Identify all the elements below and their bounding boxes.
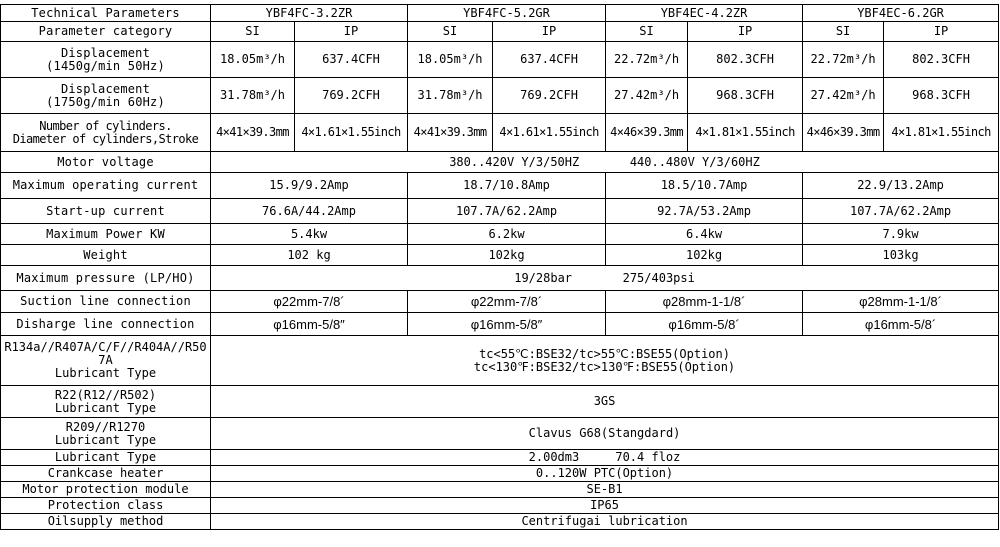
value-cell: 7.9kw [803, 224, 999, 245]
value-cell: φ16mm-5/8´ [606, 313, 803, 336]
max-current-label: Maximum operating current [1, 173, 211, 199]
motor-voltage-60hz: 440..480V Y/3/60HZ [629, 154, 760, 169]
lubricant-r22-label [1, 386, 211, 418]
protection-class-label: Protection class [1, 498, 211, 514]
value-cell: 5.4kw [211, 224, 408, 245]
protection-class-row [1, 498, 999, 514]
value-cell: 769.2CFH [493, 78, 606, 114]
motor-protection-label: Motor protection module [1, 482, 211, 498]
lubricant-r134a-value [211, 336, 999, 386]
label-line: Number of cylinders. [39, 118, 172, 133]
value-cell: 18.7/10.8Amp [408, 173, 606, 199]
unit-ip: IP [688, 22, 803, 42]
label-line: (1450g/min 50Hz) [46, 58, 165, 73]
startup-current-label: Start-up current [1, 199, 211, 224]
cylinders-row [1, 114, 999, 152]
discharge-line-label: Disharge line connection [1, 313, 211, 336]
value-cell: 27.42m³/h [803, 78, 884, 114]
motor-voltage-value [211, 152, 999, 173]
value-cell: 802.3CFH [688, 42, 803, 78]
lubricant-r290-row [1, 418, 999, 450]
weight-row [1, 245, 999, 266]
table-title: Technical Parameters [1, 5, 211, 22]
value-cell: 4×41×39.3mm [408, 114, 493, 152]
value-cell: 968.3CFH [688, 78, 803, 114]
value-cell: 22.9/13.2Amp [803, 173, 999, 199]
value-cell: 637.4CFH [493, 42, 606, 78]
value-cell: 102 kg [211, 245, 408, 266]
cylinders-label [1, 114, 211, 152]
value-cell: φ22mm-7/8´ [211, 291, 408, 313]
lubricant-r22-row [1, 386, 999, 418]
lubricant-amount-value [211, 450, 999, 466]
value-cell: φ28mm-1-1/8´ [606, 291, 803, 313]
label-line: 7A [98, 353, 113, 367]
value-cell: 6.2kw [408, 224, 606, 245]
model-header: YBF4FC-5.2GR [408, 5, 606, 22]
label-line: Displacement [60, 81, 151, 96]
unit-si: SI [803, 22, 884, 42]
lubricant-r22-value: 3GS [211, 386, 999, 418]
value-cell: φ22mm-7/8´ [408, 291, 606, 313]
value-line: tc<55℃:BSE32/tc>55℃:BSE55(Option) [479, 346, 730, 361]
unit-si: SI [606, 22, 688, 42]
unit-si: SI [211, 22, 295, 42]
value-cell: 31.78m³/h [211, 78, 295, 114]
oil-supply-label: Oilsupply method [1, 514, 211, 530]
motor-voltage-row [1, 152, 999, 173]
unit-si: SI [408, 22, 493, 42]
technical-parameters-table [0, 4, 999, 530]
displacement-50hz-label [1, 42, 211, 78]
motor-voltage-50hz: 380..420V Y/3/50HZ [449, 154, 580, 169]
model-header: YBF4FC-3.2ZR [211, 5, 408, 22]
value-cell: 769.2CFH [295, 78, 408, 114]
value-cell: 802.3CFH [884, 42, 999, 78]
amount-imperial: 70.4 floz [615, 450, 681, 464]
displacement-50hz-row [1, 42, 999, 78]
value-cell: 31.78m³/h [408, 78, 493, 114]
value-cell: 76.6A/44.2Amp [211, 199, 408, 224]
value-cell: 4×1.61×1.55inch [295, 114, 408, 152]
value-cell: 107.7A/62.2Amp [408, 199, 606, 224]
value-cell: 4×1.61×1.55inch [493, 114, 606, 152]
label-line: R134a//R407A/C/F//R404A//R50 [4, 340, 207, 354]
label-line: Diameter of cylinders,Stroke [12, 131, 199, 146]
model-header: YBF4EC-6.2GR [803, 5, 999, 22]
label-line: R22(R12//R502) [54, 387, 157, 402]
displacement-60hz-label [1, 78, 211, 114]
value-cell: 103kg [803, 245, 999, 266]
crankcase-heater-row [1, 466, 999, 482]
displacement-60hz-row [1, 78, 999, 114]
motor-protection-value: SE-B1 [211, 482, 999, 498]
value-cell: 4×46×39.3mm [803, 114, 884, 152]
value-cell: 92.7A/53.2Amp [606, 199, 803, 224]
label-line: Lubricant Type [54, 366, 157, 380]
label-line: (1750g/min 60Hz) [46, 94, 165, 109]
value-cell: 107.7A/62.2Amp [803, 199, 999, 224]
max-pressure-row [1, 266, 999, 291]
unit-ip: IP [295, 22, 408, 42]
value-cell: 27.42m³/h [606, 78, 688, 114]
max-pressure-label: Maximum pressure (LP/HO) [1, 266, 211, 291]
value-cell: 968.3CFH [884, 78, 999, 114]
suction-line-row [1, 291, 999, 313]
max-power-row [1, 224, 999, 245]
value-cell: 102kg [606, 245, 803, 266]
max-pressure-value [211, 266, 999, 291]
value-cell: 4×1.81×1.55inch [688, 114, 803, 152]
amount-metric: 2.00dm3 [528, 450, 580, 464]
label-line: Lubricant Type [54, 400, 157, 415]
crankcase-heater-value: 0..120W PTC(Option) [211, 466, 999, 482]
pressure-psi: 275/403psi [622, 270, 695, 285]
value-cell: 102kg [408, 245, 606, 266]
lubricant-r134a-row [1, 336, 999, 386]
unit-ip: IP [493, 22, 606, 42]
lubricant-r290-value: Clavus G68(Stangdard) [211, 418, 999, 450]
value-cell: 4×41×39.3mm [211, 114, 295, 152]
value-cell: 4×46×39.3mm [606, 114, 688, 152]
units-row [1, 22, 999, 42]
weight-label: Weight [1, 245, 211, 266]
crankcase-heater-label: Crankcase heater [1, 466, 211, 482]
value-cell: 637.4CFH [295, 42, 408, 78]
value-cell: φ16mm-5/8″ [408, 313, 606, 336]
startup-current-row [1, 199, 999, 224]
lubricant-r134a-label [1, 336, 211, 386]
parameter-category-label: Parameter category [1, 22, 211, 42]
value-line: tc<130℉:BSE32/tc>130℉:BSE55(Option) [473, 359, 736, 374]
oil-supply-value: Centrifugai lubrication [211, 514, 999, 530]
max-current-row [1, 173, 999, 199]
lubricant-amount-row [1, 450, 999, 466]
value-cell: 22.72m³/h [606, 42, 688, 78]
lubricant-r290-label [1, 418, 211, 450]
value-cell: 4×1.81×1.55inch [884, 114, 999, 152]
lubricant-amount-label: Lubricant Type [1, 450, 211, 466]
label-line: R209//R1270 [65, 419, 146, 434]
value-cell: 18.05m³/h [211, 42, 295, 78]
motor-protection-row [1, 482, 999, 498]
model-header: YBF4EC-4.2ZR [606, 5, 803, 22]
header-row [1, 5, 999, 22]
label-line: Displacement [60, 45, 151, 60]
value-cell: 18.05m³/h [408, 42, 493, 78]
value-cell: φ28mm-1-1/8´ [803, 291, 999, 313]
pressure-bar: 19/28bar [514, 270, 573, 285]
value-cell: φ16mm-5/8″ [211, 313, 408, 336]
value-cell: 15.9/9.2Amp [211, 173, 408, 199]
value-cell: 6.4kw [606, 224, 803, 245]
value-cell: 18.5/10.7Amp [606, 173, 803, 199]
unit-ip: IP [884, 22, 999, 42]
value-cell: φ16mm-5/8´ [803, 313, 999, 336]
label-line: Lubricant Type [54, 432, 157, 447]
protection-class-value: IP65 [211, 498, 999, 514]
discharge-line-row [1, 313, 999, 336]
suction-line-label: Suction line connection [1, 291, 211, 313]
oil-supply-row [1, 514, 999, 530]
max-power-label: Maximum Power KW [1, 224, 211, 245]
motor-voltage-label: Motor voltage [1, 152, 211, 173]
value-cell: 22.72m³/h [803, 42, 884, 78]
